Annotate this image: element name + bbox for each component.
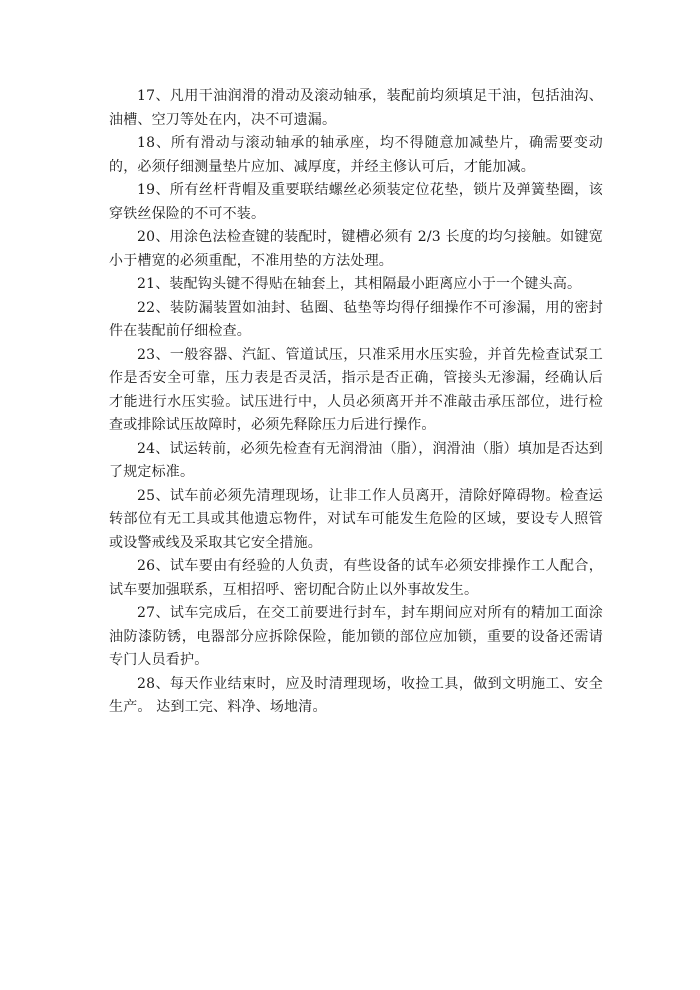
paragraph-item-18: 18、所有滑动与滚动轴承的轴承座，均不得随意加减垫片，确需要变动的，必须仔细测量垫片应加、减厚度，并经主修认可后，才能加减。 [109, 135, 603, 175]
paragraph-item-19: 19、所有丝杆背帽及重要联结螺丝必须装定位花垫，锁片及弹簧垫圈，该穿铁丝保险的不可不装。 [109, 182, 603, 222]
paragraph-item-25: 25、试车前必须先清理现场，让非工作人员离开，清除妤障碍物。检查运转部位有无工具或其他遗忘物件，对试车可能发生危险的区域，要设专人照管或设警戒线及采取其它安全措施。 [109, 487, 603, 551]
paragraph-item-21: 21、装配钩头键不得贴在轴套上，其相隔最小距离应小于一个键头高。 [137, 276, 582, 292]
paragraph-item-17: 17、凡用干油润滑的滑动及滚动轴承，装配前均须填足干油，包括油沟、油槽、空刀等处在内，决不可遗漏。 [109, 88, 603, 128]
document-body [109, 85, 603, 720]
paragraph-item-28: 28、每天作业结束时，应及时清理现场，收捡工具，做到文明施工、安全生产。 达到工完、料净、场地清。 [109, 675, 603, 715]
paragraph-item-20: 20、用涂色法检查键的装配时，键槽必须有 2/3 长度的均匀接触。如键宽小于槽宽的必须重配，不准用垫的方法处理。 [109, 229, 603, 269]
paragraph-item-27: 27、试车完成后，在交工前要进行封车，封车期间应对所有的精加工面涂油防漆防锈，电器部分应拆除保险，能加锁的部位应加锁，重要的设备还需请专门人员看护。 [109, 605, 603, 668]
paragraph-item-24: 24、试运转前，必须先检查有无润滑油（脂），润滑油（脂）填加是否达到了规定标准。 [109, 440, 603, 480]
paragraph-item-22: 22、装防漏装置如油封、毡圈、毡垫等均得仔细操作不可渗漏，用的密封件在装配前仔细检查。 [109, 299, 603, 339]
paragraph-item-26: 26、试车要由有经验的人负责，有些设备的试车必须安排操作工人配合，试车要加强联系，互相招呼、密切配合防止以外事故发生。 [109, 558, 603, 598]
paragraph-item-23: 23、一般容器、汽缸、管道试压，只准采用水压实验，并首先检查试泵工作是否安全可靠，压力表是否灵活，指示是否正确，管接头无渗漏，经确认后才能进行水压实验。试压进行中，人员必须离开并不准敲击承压部位，进行检查或排除试压故障时，必须先释除压力后进行操作。 [109, 346, 603, 433]
